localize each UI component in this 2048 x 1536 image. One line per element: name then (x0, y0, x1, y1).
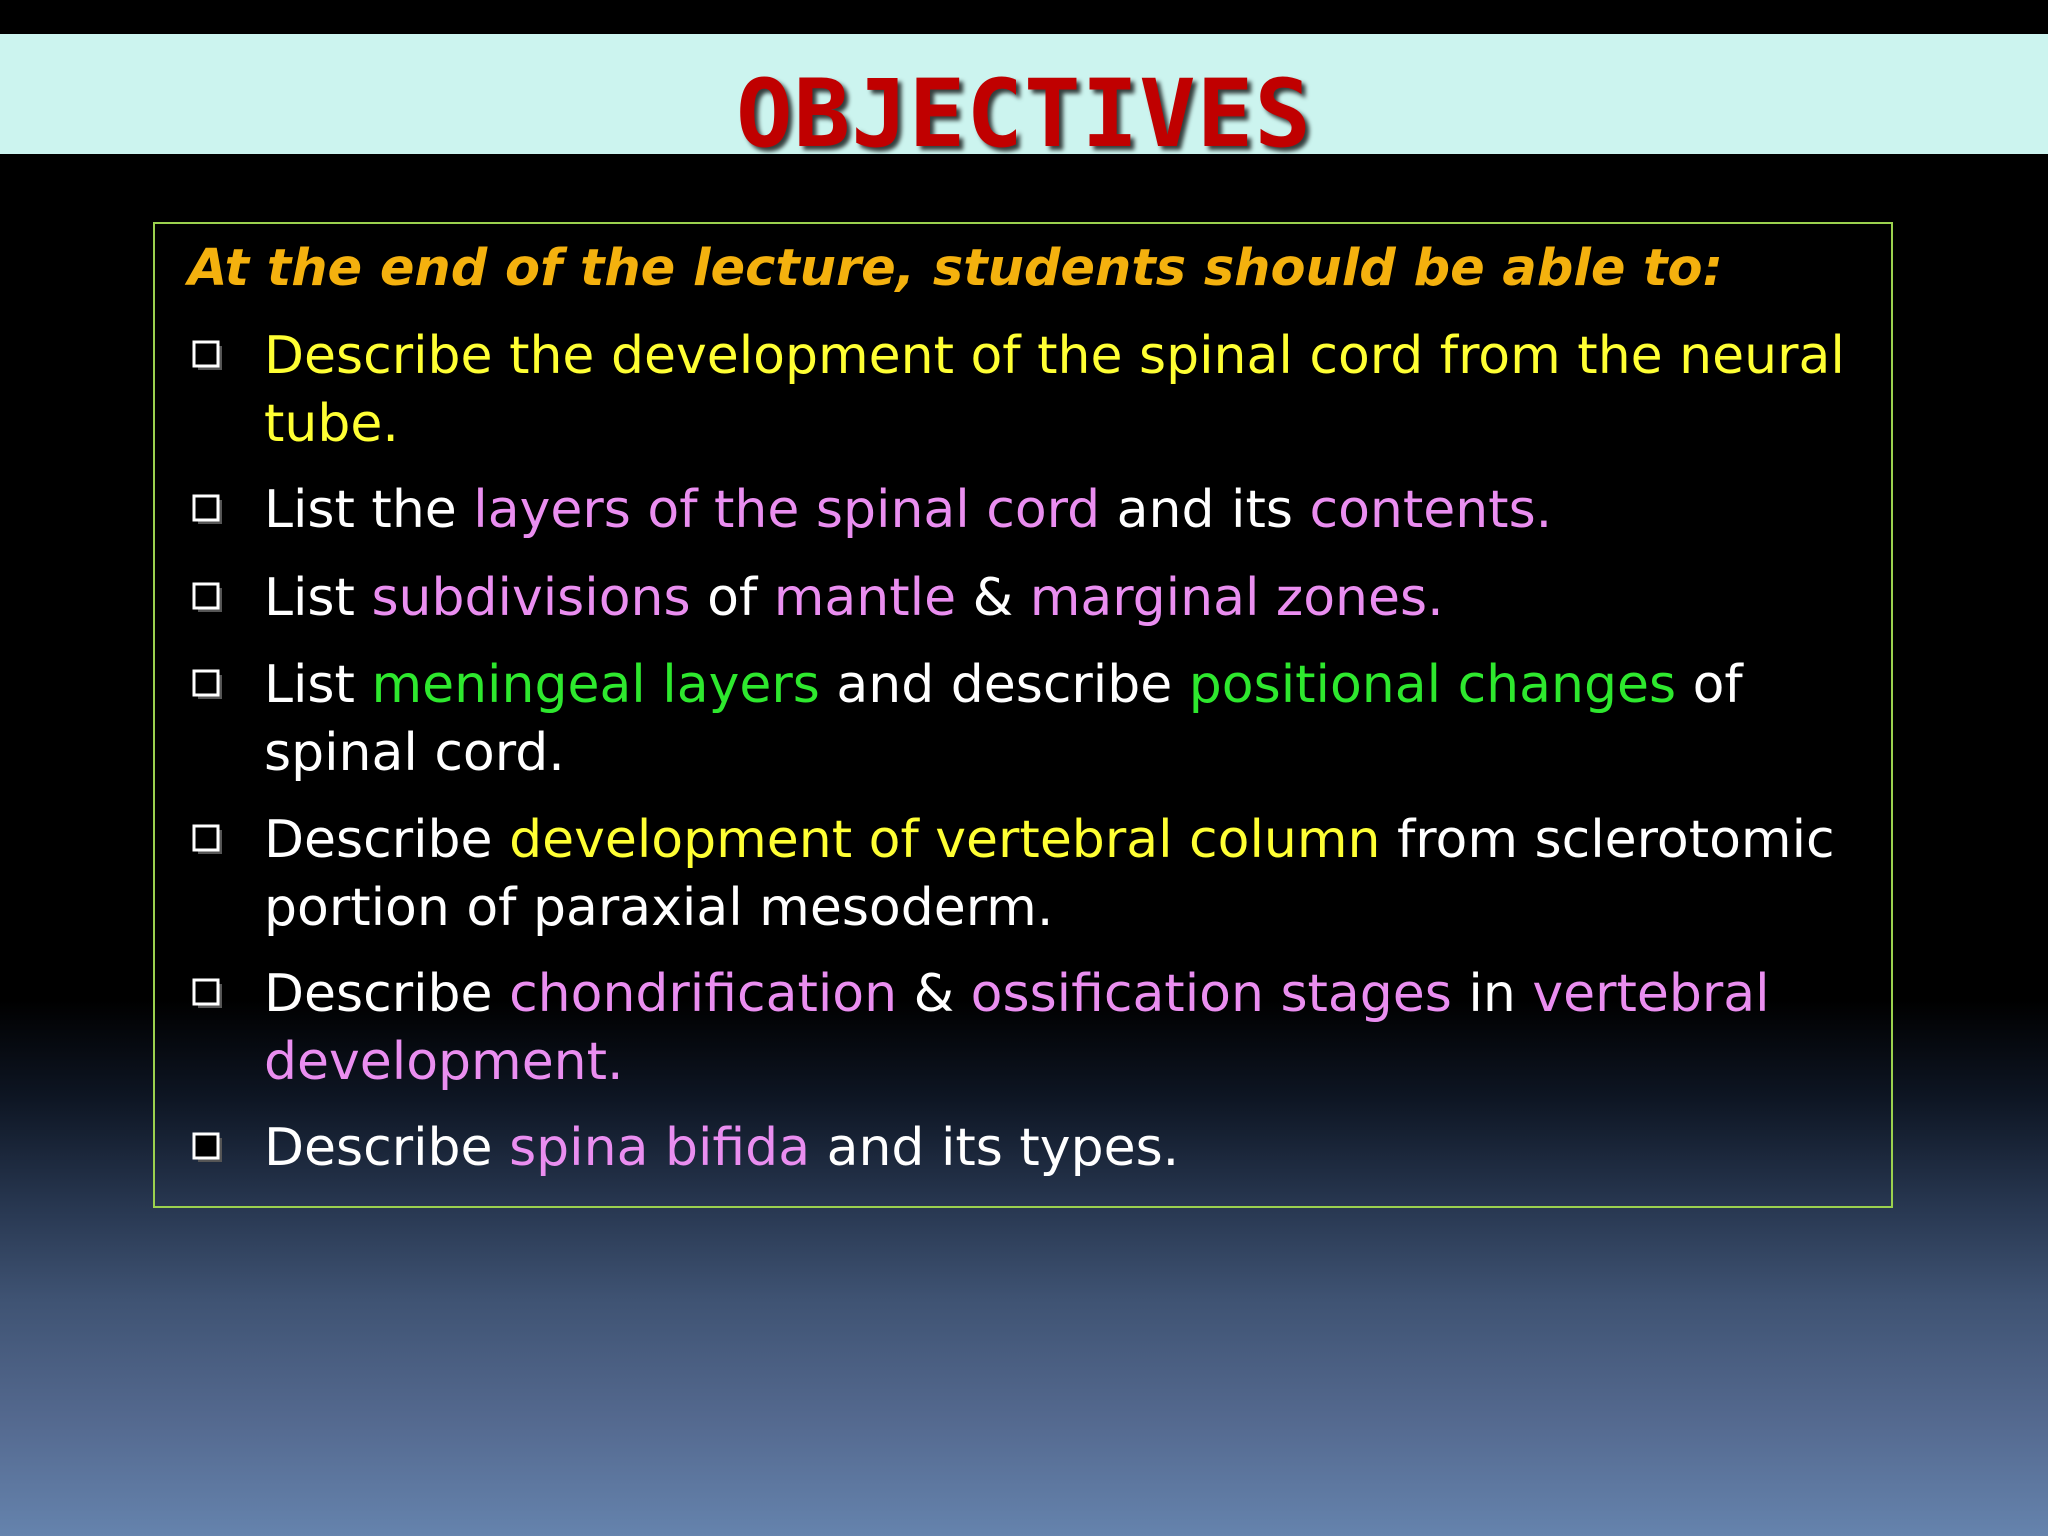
objective-segment: List (264, 568, 372, 628)
objective-item (264, 322, 1884, 458)
checkbox-square (194, 342, 218, 366)
objective-segment: and describe (819, 655, 1189, 715)
objective-item (264, 651, 1884, 787)
objective-segment: Describe (264, 810, 510, 870)
checkbox-square (194, 496, 218, 520)
checkbox-square-icon (192, 582, 224, 614)
checkbox-square (194, 584, 218, 608)
objective-text (264, 1118, 1179, 1178)
objective-segment: layers of the spinal cord (473, 480, 1101, 540)
slide-title: OBJECTIVES (736, 60, 1312, 169)
objective-item (264, 564, 1884, 632)
objective-segment: mantle (773, 568, 957, 628)
objective-segment: in (1451, 964, 1533, 1024)
objective-item (264, 806, 1884, 942)
checkbox-square-icon (192, 978, 224, 1010)
checkbox-square-icon (192, 494, 224, 526)
objective-segment: from sclerotomic portion of paraxial mesoderm. (264, 810, 1835, 938)
objective-segment: marginal zones. (1029, 568, 1444, 628)
objective-segment: positional changes (1188, 655, 1677, 715)
objective-segment: of (690, 568, 774, 628)
objective-segment: & (897, 964, 971, 1024)
checkbox-square (194, 671, 218, 695)
objective-segment: spina bifida (509, 1118, 811, 1178)
objective-segment: and its (1100, 480, 1310, 540)
objective-segment: ossification stages (970, 964, 1452, 1024)
checkbox-square-icon (192, 1132, 224, 1164)
objective-item (264, 476, 1884, 544)
objective-segment: development of vertebral column (509, 810, 1381, 870)
objective-segment: chondrification (509, 964, 898, 1024)
objective-segment: contents. (1309, 480, 1553, 540)
objective-text (264, 655, 1743, 783)
objective-text (264, 568, 1444, 628)
checkbox-square-icon (192, 340, 224, 372)
objective-segment: Describe (264, 1118, 510, 1178)
objective-segment: of spinal cord. (264, 655, 1743, 783)
checkbox-square (194, 980, 218, 1004)
checkbox-square-icon (192, 824, 224, 856)
checkbox-square-icon (192, 669, 224, 701)
objective-text (264, 810, 1835, 938)
objective-segment: & (956, 568, 1030, 628)
objective-segment: and its types. (810, 1118, 1180, 1178)
objective-text (264, 480, 1552, 540)
objective-segment: vertebral development. (264, 964, 1770, 1092)
top-black-strip (0, 0, 2048, 34)
objective-segment: meningeal layers (371, 655, 820, 715)
objective-segment: Describe the development of the spinal cord from the neural tube. (264, 326, 1845, 454)
objective-item (264, 1114, 1884, 1182)
objective-segment: subdivisions (371, 568, 691, 628)
checkbox-square (194, 826, 218, 850)
objective-item (264, 960, 1884, 1096)
objectives-intro: At the end of the lecture, students should be able to: (188, 239, 1723, 298)
objective-text (264, 964, 1770, 1092)
objective-segment: Describe (264, 964, 510, 1024)
checkbox-square (194, 1134, 218, 1158)
objective-segment: List the (264, 480, 474, 540)
objective-text (264, 326, 1845, 454)
objective-segment: List (264, 655, 372, 715)
